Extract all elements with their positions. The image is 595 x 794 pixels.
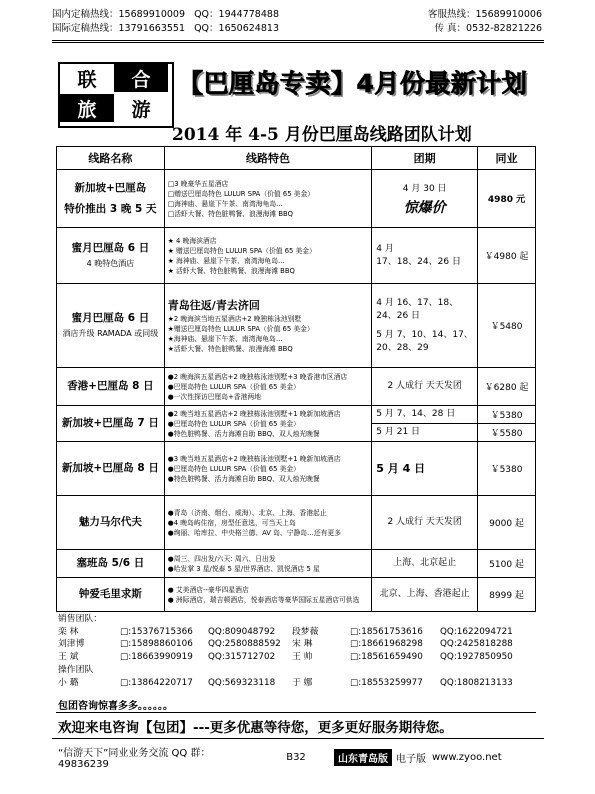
trade-price: 4980 元	[478, 170, 536, 228]
route-features: ●周三、四出发/六天: 周六、日出发 ●哈发掌 3 星/悦泰 5 星/世界酒店、凯悦酒店 5 星	[164, 550, 371, 578]
trade-price: ￥5380	[478, 442, 536, 496]
departure-dates: 上海、北京起止	[372, 550, 478, 578]
table-row	[57, 170, 536, 228]
route-features: ●青岛（济南、烟台、威海）、北京、上海、香港起止 ●4 晚岛屿住宿，房型任意选，可当天上岛 ●绚丽、哈库拉、中央格兰德、AV 岛、宁静岛…还有更多	[164, 496, 371, 550]
route-name: 钟爱毛里求斯	[57, 578, 165, 612]
logo-char: 合	[114, 64, 168, 92]
departure-dates: 2 人成行 天天发团	[372, 496, 478, 550]
route-name: 新加坡+巴厘岛 7 日	[57, 406, 165, 442]
trade-price: 8999 起	[478, 578, 536, 612]
divider	[52, 42, 544, 43]
table-row	[57, 496, 536, 550]
route-name: 魅力马尔代夫	[57, 496, 165, 550]
route-features: ★ 4 晚海滨酒店 ★ 赠送巴厘岛特色 LULUR SPA（价值 65 美金） ★ 海神庙、悬崖下午茶、南湾海龟岛… ★ 活虾大餐、特色脏鸭餐、浪漫海滩 BBQ	[164, 228, 371, 284]
banner-title: 【巴厘岛专卖】4月份最新计划	[178, 69, 528, 98]
departure-dates: 4 月 17、18、24、26 日	[372, 228, 478, 284]
hotlines-header	[52, 8, 542, 36]
trade-price: ￥4980 起	[478, 228, 536, 284]
ops-title: 操作团队	[58, 664, 94, 675]
route-table	[56, 146, 536, 612]
sales-team	[58, 613, 538, 689]
header-trade-price: 同业	[478, 147, 536, 170]
departure-dates: 5 月 4 日	[372, 442, 478, 496]
contact-row: 小 璐 □:13864220717 QQ:569323118 于 娜 □:18553259977 QQ:1808213133	[58, 677, 513, 688]
departure-dates: 2 人成行 天天发团	[372, 368, 478, 406]
trade-price: ￥5480	[478, 284, 536, 368]
trade-price: 5100 起	[478, 550, 536, 578]
contact-row: 刘津博 □:15898860106 QQ:2580888592 宋 琳 □:18661968298 QQ:2425818288	[58, 639, 513, 650]
departure-dates: 4 月 30 日 惊爆价	[372, 170, 478, 228]
domestic-hotline: 国内定稿热线：15689910009 QQ：1944778488	[52, 9, 279, 20]
table-row	[57, 228, 536, 284]
route-features: ●3 晚当地五星酒店+2 晚独栋泳池别墅+1 晚新加坡酒店 ●巴厘岛特色 LULUR SPA（价值 65 美金） ●特色脏鸭餐、活力海滩自助 BBQ、双人烛光晚餐	[164, 442, 371, 496]
table-row	[57, 550, 536, 578]
company-logo	[58, 62, 174, 128]
logo-char: 联	[77, 68, 97, 91]
service-hotline: 客服热线：15689910006	[427, 9, 542, 20]
edition-label: 电子版	[396, 753, 426, 765]
header-route-name: 线路名称	[57, 147, 165, 170]
divider	[56, 712, 536, 713]
route-features: ● 艾美酒店--豪华四星酒店 ● 洲际酒店，瑞吉顿酒店，悦泰酒店等豪华国际五星酒店可供选	[164, 578, 371, 612]
contact-row: 栾 林 □:15376715366 QQ:809048792 段梦薇 □:18561753616 QQ:1622094721	[58, 626, 513, 637]
route-name: 塞班岛 5/6 日	[57, 550, 165, 578]
header-route-features: 线路特色	[164, 147, 371, 170]
hot-price-stamp: 惊爆价	[403, 199, 446, 216]
route-name: 蜜月巴厘岛 6 日 4 晚特色酒店	[57, 228, 165, 284]
route-features: ●2 晚海滨五星酒店+2 晚独栋泳池别墅+3 晚香港市区酒店 ●巴厘岛特色 LULUR SPA（价值 65 美金） ●一次性探访巴厘岛+香港两地	[164, 368, 371, 406]
route-name: 香港+巴厘岛 8 日	[57, 368, 165, 406]
trade-price: ￥5580	[478, 424, 536, 442]
trade-price: ￥5380	[478, 406, 536, 424]
divider	[52, 40, 544, 41]
route-name: 新加坡+巴厘岛 特价推出 3 晚 5 天	[57, 170, 165, 228]
page-footer	[58, 744, 538, 770]
route-name: 新加坡+巴厘岛 8 日	[57, 442, 165, 496]
charter-consult-note: 包团咨询惊喜多多。。。。。。	[58, 701, 173, 712]
website-link[interactable]: www.zyoo.net	[432, 751, 502, 763]
departure-dates: 5 月 21 日	[372, 424, 478, 442]
trade-price: 9000 起	[478, 496, 536, 550]
table-row	[57, 442, 536, 496]
table-row	[57, 284, 536, 368]
route-features: □3 晚豪华五星酒店 □赠送巴厘岛特色 LULUR SPA（价值 65 美金） □海神庙、悬崖下午茶、南湾海龟岛… □活虾大餐、特色脏鸭餐、浪漫海滩 BBQ	[164, 170, 371, 228]
table-row	[57, 406, 536, 424]
route-features: ●2 晚当地五星酒店+2 晚独栋泳池别墅+1 晚新加坡酒店 ●巴厘岛特色 LULUR SPA（价值 65 美金） ●特色脏鸭餐、活力海滩自助 BBQ、双人烛光晚餐	[164, 406, 371, 442]
trade-price: ￥6280 起	[478, 368, 536, 406]
divider	[52, 738, 544, 739]
logo-char: 游	[131, 98, 151, 121]
table-row	[57, 368, 536, 406]
page-subtitle: 2014 年 4-5 月份巴厘岛线路团队计划	[172, 125, 472, 145]
footer-qq-group: “信游天下”同业业务交流 QQ 群：49836239	[58, 748, 211, 770]
table-row	[57, 578, 536, 612]
contact-row: 王 斌 □:18663990919 QQ:315712702 王 帅 □:18561659490 QQ:1927850950	[58, 652, 513, 663]
intl-hotline: 国际定稿热线：13791663551 QQ：1650624813	[52, 23, 279, 34]
header-departure: 团期	[372, 147, 478, 170]
departure-dates: 5 月 7、14、28 日	[372, 406, 478, 424]
route-features: 青岛往返/青去济回 ★2 晚海滨当地五星酒店+2 晚独栋泳池别墅 ★赠送巴厘岛特色 LULUR SPA（价值 65 美金） ★海神庙、悬崖下午茶、南湾海龟岛… ★活虾大餐、特色脏鸭餐、浪漫海滩 BBQ	[164, 284, 371, 368]
sales-title: 销售团队：	[58, 614, 102, 624]
departure-dates: 4 月 16、17、18、24、26 日 5 月 7、10、14、17、20、28、29	[372, 284, 478, 368]
table-header-row	[57, 147, 536, 170]
route-name: 蜜月巴厘岛 6 日 酒店升级 RAMADA 或同级	[57, 284, 165, 368]
fax-number: 传 真：0532-82821226	[434, 23, 542, 34]
page-number: B32	[286, 751, 306, 763]
edition-badge: 山东青岛版	[334, 749, 392, 766]
logo-char: 旅	[60, 94, 114, 122]
departure-dates: 北京、上海、香港起止	[372, 578, 478, 612]
welcome-slogan: 欢迎来电咨询【包团】---更多优惠等待您，更多更好服务期待您。	[58, 720, 453, 736]
